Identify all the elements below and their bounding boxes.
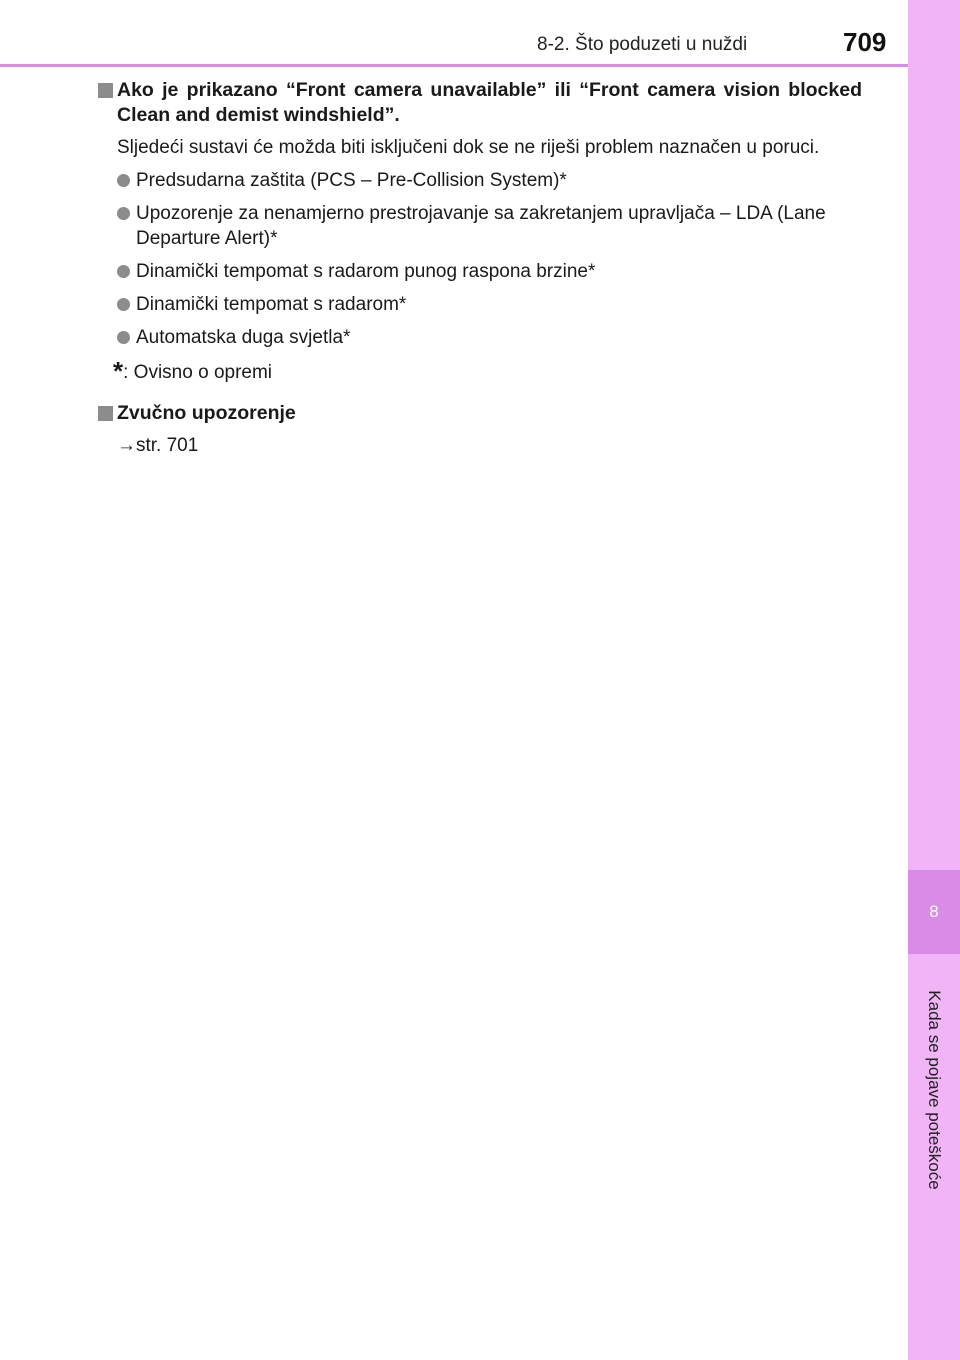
list-item: Upozorenje za nenamjerno prestrojavanje sa zakretanjem upravljača – LDA (Lane Departure Alert)* [98,201,862,251]
footnote [98,357,862,385]
page-content [98,78,862,458]
section-title: Zvučno upozorenje [98,401,862,426]
page-reference[interactable] [98,433,862,458]
list-item: Dinamički tempomat s radarom* [98,292,862,317]
intro-paragraph: Sljedeći sustavi će možda biti isključeni dok se ne riješi problem naznačen u poruci. [117,137,820,158]
arrow-right-icon: → [117,435,136,456]
circle-bullet-icon [117,207,130,220]
reference-link[interactable]: str. 701 [136,435,199,456]
chapter-title-tab: Kada se pojave poteškoće [925,990,944,1190]
page-number: 709 [843,27,887,57]
header-divider [0,64,908,67]
circle-bullet-icon [117,174,130,187]
list-item: Automatska duga svjetla* [98,325,862,350]
square-bullet-icon [98,406,113,421]
circle-bullet-icon [117,265,130,278]
circle-bullet-icon [117,298,130,311]
circle-bullet-icon [117,331,130,344]
chapter-number-tab[interactable]: 8 [908,870,960,954]
list-item: Dinamički tempomat s radarom punog raspona brzine* [98,259,862,284]
section-heading: 8-2. Što poduzeti u nuždi [537,34,748,55]
list-item: Predsudarna zaštita (PCS – Pre-Collision System)* [98,168,862,193]
systems-list [98,168,862,350]
square-bullet-icon [98,83,113,98]
footnote-text: : Ovisno o opremi [123,362,273,383]
footnote-mark: * [113,356,124,386]
section-title: Ako je prikazano “Front camera unavailable” ili “Front camera vision blocked Clean and demist windshield”. [98,78,862,128]
